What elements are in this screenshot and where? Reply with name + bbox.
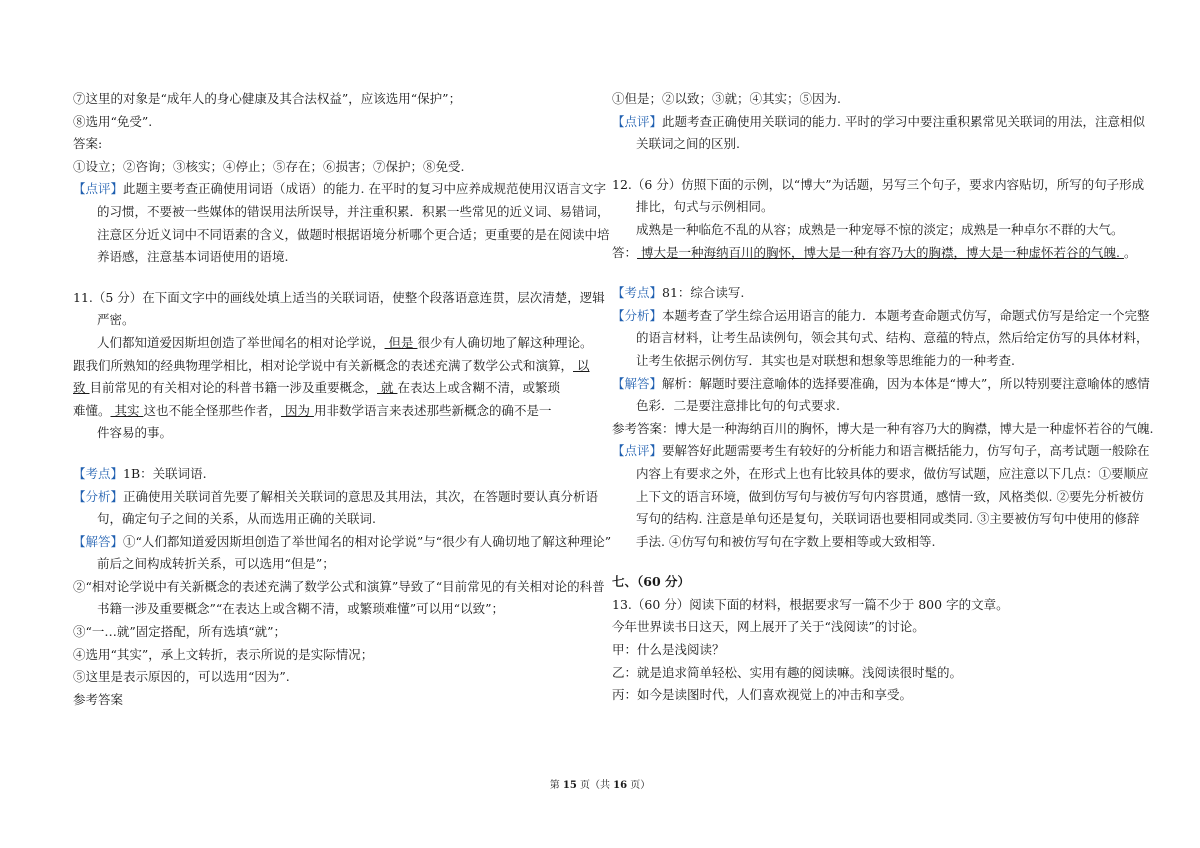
text-line: 书籍一涉及重要概念”“在表达上或含糊不清，或繁琐难懂”可以用“以致”； <box>97 601 504 617</box>
kaodian-tag: 【考点】 <box>73 465 124 481</box>
page-footer <box>0 776 1200 791</box>
answer-line: ①但是；②以致；③就；④其实；⑤因为. <box>612 91 841 106</box>
text-line: 的语言材料，让考生品读例句，领会其句式、结构、意蕴的特点，然后给定仿写的具体材料， <box>636 330 1149 346</box>
text-line: 乙：就是追求简单轻松、实用有趣的阅读嘛。浅阅读很时髦的。 <box>612 664 963 680</box>
text-line: 丙：如今是读图时代，人们喜欢视觉上的冲击和享受。 <box>612 687 913 703</box>
passage-text: 人们都知道爱因斯坦创造了举世闻名的相对论学说， <box>97 334 385 350</box>
text-line: 甲：什么是浅阅读？ <box>612 642 725 658</box>
comment-tag: 【点评】 <box>73 181 124 197</box>
blank-answer: 其实 <box>110 402 144 418</box>
analysis-text: 正确使用关联词首先要了解相关关联词的意思及其用法，其次，在答题时要认真分析语 <box>123 488 599 504</box>
comment-line <box>73 178 606 201</box>
kaodian-tag: 【考点】 <box>612 285 663 301</box>
analysis-line <box>73 486 598 509</box>
text-line: ④选用“其实”，承上文转折，表示所说的是实际情况； <box>73 646 374 662</box>
text-line: 参考答案 <box>73 691 124 707</box>
text-line: 色彩．二是要注意排比句的句式要求. <box>636 398 840 414</box>
footer-text: 页） <box>627 780 651 791</box>
passage-line <box>73 332 598 355</box>
answer-line <box>612 242 1137 265</box>
text-line: 手法. ④仿写句和被仿写句在字数上要相等或大致相等. <box>636 533 936 549</box>
text-line: ③“一…就”固定搭配，所有选填“就”； <box>73 624 287 640</box>
answer-end: 。 <box>1123 244 1137 260</box>
passage-text: 跟我们所熟知的经典物理学相比，相对论学说中有关新概念的表述充满了数学公式和演算， <box>73 357 574 373</box>
analysis-line <box>612 305 1150 328</box>
comment-tag: 【点评】 <box>612 113 663 129</box>
analysis-text: 本题考查了学生综合运用语言的能力．本题考查命题式仿写，命题式仿写是给定一个完整 <box>662 307 1150 323</box>
comment-tag: 【点评】 <box>612 443 663 459</box>
solution-line <box>73 531 612 554</box>
passage-text: 难懂。 <box>73 402 111 418</box>
analysis-tag: 【分析】 <box>73 488 124 504</box>
passage-text: 目前常见的有关相对论的科普书籍一涉及重要概念， <box>89 380 377 396</box>
passage-line <box>73 377 598 400</box>
text-line: ②“相对论学说中有关新概念的表述充满了数学公式和演算”导致了“目前常见的有关相对论的科普 <box>73 578 605 594</box>
kaodian-text: 1B：关联词语. <box>123 465 207 481</box>
text-line: 内容上有要求之外，在形式上也有比较具体的要求，做仿写试题，应注意以下几点：①要顺应 <box>636 465 1149 481</box>
footer-text: 页（共 <box>576 780 614 791</box>
text-line: ⑧选用“免受”. <box>73 113 153 129</box>
left-column <box>73 88 612 711</box>
section-heading: 七、（60 分） <box>612 574 690 590</box>
solution-text: 解析：解题时要注意喻体的选择要准确，因为本体是“博大”，所以特别要注意喻体的感情 <box>662 375 1150 391</box>
blank-answer: 博大是一种海纳百川的胸怀，博大是一种有容乃大的胸襟，博大是一种虚怀若谷的气魄. <box>637 244 1124 260</box>
question-12: 12.（6 分）仿照下面的示例，以“博大”为话题，另写三个句子，要求内容贴切，所写的句子形成 <box>612 176 1145 192</box>
text-line: 今年世界读书日这天，网上展开了关于“浅阅读”的讨论。 <box>612 619 925 635</box>
text-line: 养语感，注意基本词语使用的语境. <box>97 249 289 265</box>
answer-heading: 答案: <box>73 136 103 152</box>
passage-text: 在表达上或含糊不清，或繁琐 <box>397 380 560 396</box>
blank-answer: 致 <box>73 380 90 396</box>
solution-text: ①“人们都知道爱因斯坦创造了举世闻名的相对论学说”与“很少有人确切地了解这种理论” <box>123 533 612 549</box>
total-pages: 16 <box>613 780 628 791</box>
text-line: 让考生依据示例仿写．其实也是对联想和想象等思维能力的一种考查. <box>636 352 1015 368</box>
passage-text: 这也不能全怪那些作者， <box>143 402 281 418</box>
question-13: 13.（60 分）阅读下面的材料，根据要求写一篇不少于 800 字的文章。 <box>612 596 1009 612</box>
text-line: 注意区分近义词中不同语素的含义，做题时根据语境分析哪个更合适；更重要的是在阅读中培 <box>97 226 610 242</box>
text-line: ⑦这里的对象是“成年人的身心健康及其合法权益”，应该选用“保护”； <box>73 91 462 106</box>
passage-line: 件容易的事。 <box>97 425 173 441</box>
analysis-tag: 【分析】 <box>612 307 663 323</box>
comment-text: 此题主要考查正确使用词语（成语）的能力. 在平时的复习中应养成规范使用汉语言文字 <box>123 181 606 197</box>
blank-answer: 就 <box>377 380 398 396</box>
right-column <box>612 88 1154 707</box>
text-line: 句，确定句子之间的关系，从而选用正确的关联词. <box>97 511 376 527</box>
comment-line <box>612 440 1150 463</box>
answer-line: ①设立；②咨询；③核实；④停止；⑤存在；⑥损害；⑦保护；⑧免受. <box>73 158 465 174</box>
comment-line <box>612 111 1145 134</box>
page-number: 15 <box>562 780 577 791</box>
passage-line <box>73 400 598 423</box>
text-line: 关联词之间的区别. <box>636 136 740 152</box>
blank-answer: 因为 <box>280 402 314 418</box>
question-11: 11.（5 分）在下面文字中的画线处填上适当的关联词语，使整个段落语意连贯，层次清楚，逻辑 <box>73 289 605 305</box>
kaodian-line <box>612 282 1134 305</box>
text-line: 的习惯，不要被一些媒体的错误用法所误导，并注重积累．积累一些常见的近义词、易错词， <box>97 203 610 219</box>
footer-text: 第 <box>549 780 563 791</box>
solution-tag: 【解答】 <box>612 375 663 391</box>
passage-line <box>73 355 598 378</box>
blank-answer: 以 <box>573 357 590 373</box>
comment-text: 要解答好此题需要考生有较好的分析能力和语言概括能力，仿写句子，高考试题一般除在 <box>662 443 1150 459</box>
text-line: 上下文的语言环境，做到仿写句与被仿写句内容贯通，感情一致，风格类似. ②要先分析被仿 <box>636 488 1144 504</box>
passage-text: 很少有人确切地了解这种理论。 <box>417 334 593 350</box>
blank-answer: 但是 <box>384 334 418 350</box>
text-line: ⑤这里是表示原因的，可以选用“因为”. <box>73 669 290 685</box>
reference-answer: 参考答案：博大是一种海纳百川的胸怀，博大是一种有容乃大的胸襟，博大是一种虚怀若谷的气魄. <box>612 420 1154 436</box>
text-line: 排比，句式与示例相同。 <box>636 199 774 215</box>
solution-line <box>612 373 1150 396</box>
example-line: 成熟是一种临危不乱的从容；成熟是一种宠辱不惊的淡定；成熟是一种卓尔不群的大气。 <box>636 221 1124 237</box>
text-line: 写句的结构. 注意是单句还是复句，关联词语也要相同或类同. ③主要被仿写句中使用的修辞 <box>636 511 1140 527</box>
text-line: 严密。 <box>97 312 135 328</box>
passage-text: 用非数学语言来表述那些新概念的确不是一 <box>313 402 552 418</box>
kaodian-line <box>73 463 598 486</box>
comment-text: 此题考查正确使用关联词的能力. 平时的学习中要注重积累常见关联词的用法，注意相似 <box>662 113 1145 129</box>
kaodian-text: 81：综合读写. <box>662 285 745 301</box>
answer-label: 答： <box>612 244 638 260</box>
solution-tag: 【解答】 <box>73 533 124 549</box>
text-line: 前后之间构成转折关系，可以选用“但是”； <box>97 556 335 572</box>
